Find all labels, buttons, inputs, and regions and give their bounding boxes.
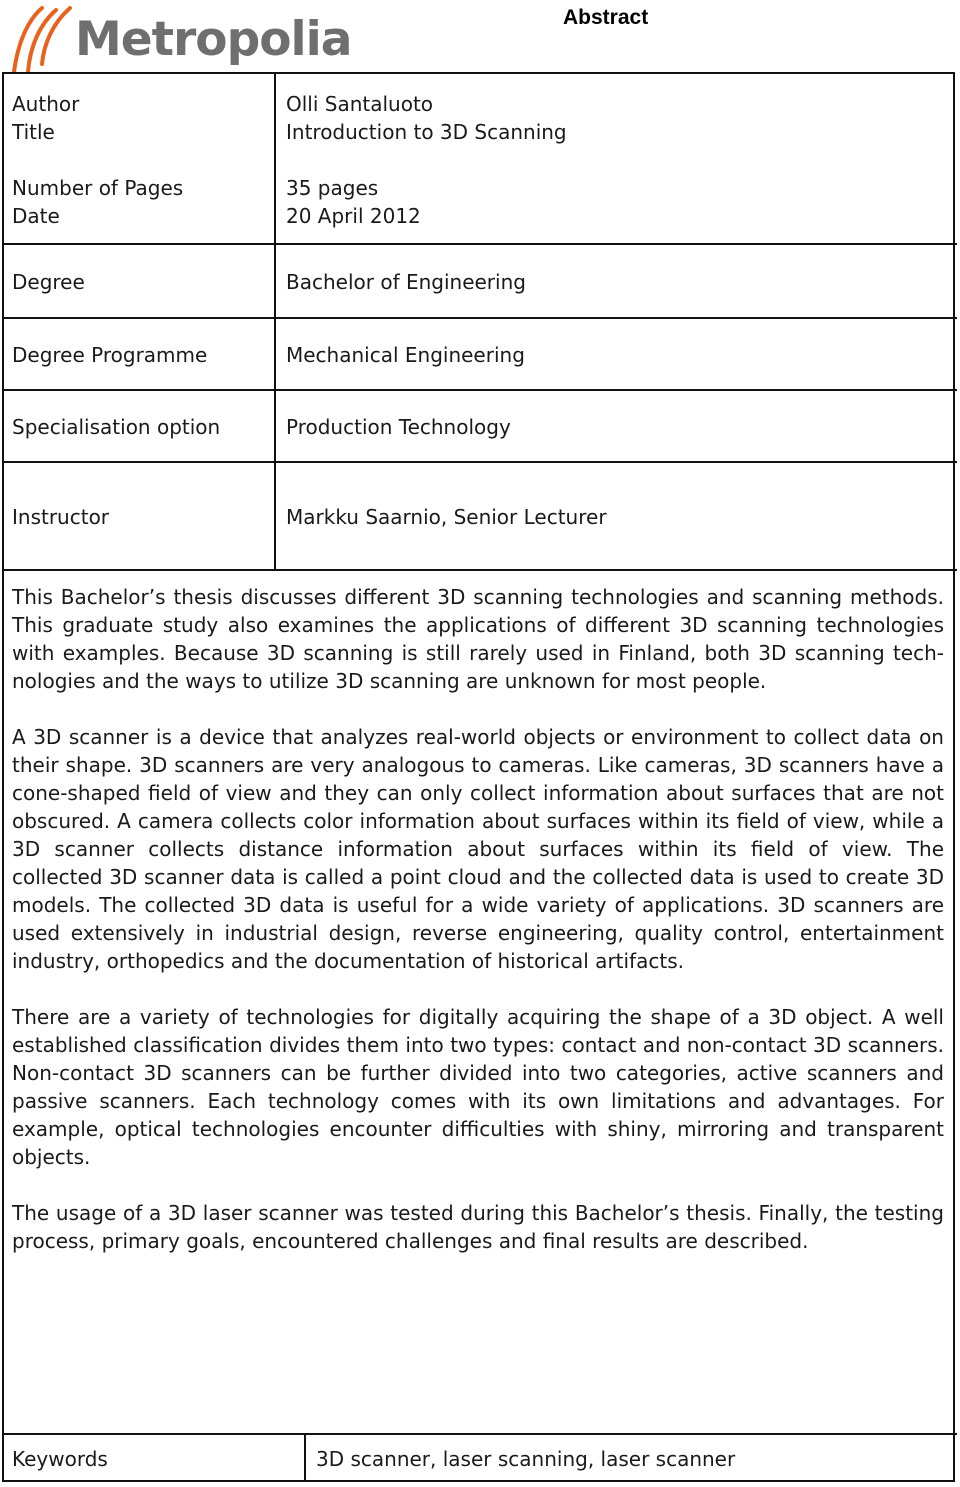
instructor-value: Markku Saarnio, Senior Lecturer bbox=[286, 505, 607, 529]
row-divider bbox=[2, 1433, 957, 1435]
date-value: 20 April 2012 bbox=[286, 204, 421, 228]
pages-value: 35 pages bbox=[286, 176, 379, 200]
programme-value: Mechanical Engineering bbox=[286, 343, 525, 367]
metropolia-logo bbox=[8, 2, 352, 74]
title-label: Title bbox=[12, 120, 55, 144]
pages-label: Number of Pages bbox=[12, 176, 184, 200]
row-divider bbox=[2, 317, 957, 319]
logo-wordmark: Metropolia bbox=[75, 12, 352, 67]
degree-value: Bachelor of Engineering bbox=[286, 270, 526, 294]
abstract-paragraph: The usage of a 3D laser scanner was tested during this Bachelor’s thesis. Finally, the testing process, primary goals, encountered challenges and final results are described. bbox=[12, 1201, 944, 1253]
row-divider bbox=[2, 389, 957, 391]
keywords-label: Keywords bbox=[12, 1447, 108, 1471]
title-value: Introduction to 3D Scanning bbox=[286, 120, 567, 144]
row-divider bbox=[2, 569, 957, 571]
abstract-paragraph: A 3D scanner is a device that analyzes real-world objects or environment to collect data on their shape. 3D scanners are very analogous to cameras. Like cameras, 3D scanners have a cone-shaped field of view and they can only collect information about surfaces that are not obscured. A camera collects color information about surfaces within its field of view, while a 3D scanner collects distance information about surfaces within its field of view. The collected 3D scanner data is called a point cloud and the collected data is used to create 3D models. The collected 3D data is useful for a wide variety of applications. 3D scanners are used extensively in industrial design, reverse engineering, quality control, entertainment industry, orthopedics and the documentation of historical artifacts. bbox=[12, 725, 944, 973]
programme-label: Degree Programme bbox=[12, 343, 208, 367]
specialisation-value: Production Technology bbox=[286, 415, 511, 439]
author-label: Author bbox=[12, 92, 80, 116]
row-divider bbox=[2, 243, 957, 245]
abstract-paragraph: This Bachelor’s thesis discusses different 3D scanning technologies and scanning methods. This graduate study also examines the applications of different 3D scanning technologies with examples. Because 3D scanning is still rarely used in Finland, both 3D scanning technologies and the ways to utilize 3D scanning are unknown for most people. bbox=[12, 585, 944, 693]
author-value: Olli Santaluoto bbox=[286, 92, 434, 116]
specialisation-label: Specialisation option bbox=[12, 415, 221, 439]
column-divider bbox=[304, 1433, 306, 1482]
column-divider bbox=[274, 72, 276, 571]
page-title: Abstract bbox=[563, 6, 649, 29]
metropolia-logo-mark bbox=[8, 2, 78, 74]
row-divider bbox=[2, 461, 957, 463]
date-label: Date bbox=[12, 204, 60, 228]
keywords-value: 3D scanner, laser scanning, laser scanner bbox=[316, 1447, 736, 1471]
degree-label: Degree bbox=[12, 270, 85, 294]
instructor-label: Instructor bbox=[12, 505, 110, 529]
abstract-paragraph: There are a variety of technologies for digitally acquiring the shape of a 3D object. A well established classification divides them into two types: contact and non-contact 3D scanners. Non-contact 3D scanners can be further divided into two categories, active scanners and passive scanners. Each technology comes with its own limitations and advantages. For example, optical technologies encounter difficulties with shiny, mirroring and transparent objects. bbox=[12, 1005, 944, 1169]
